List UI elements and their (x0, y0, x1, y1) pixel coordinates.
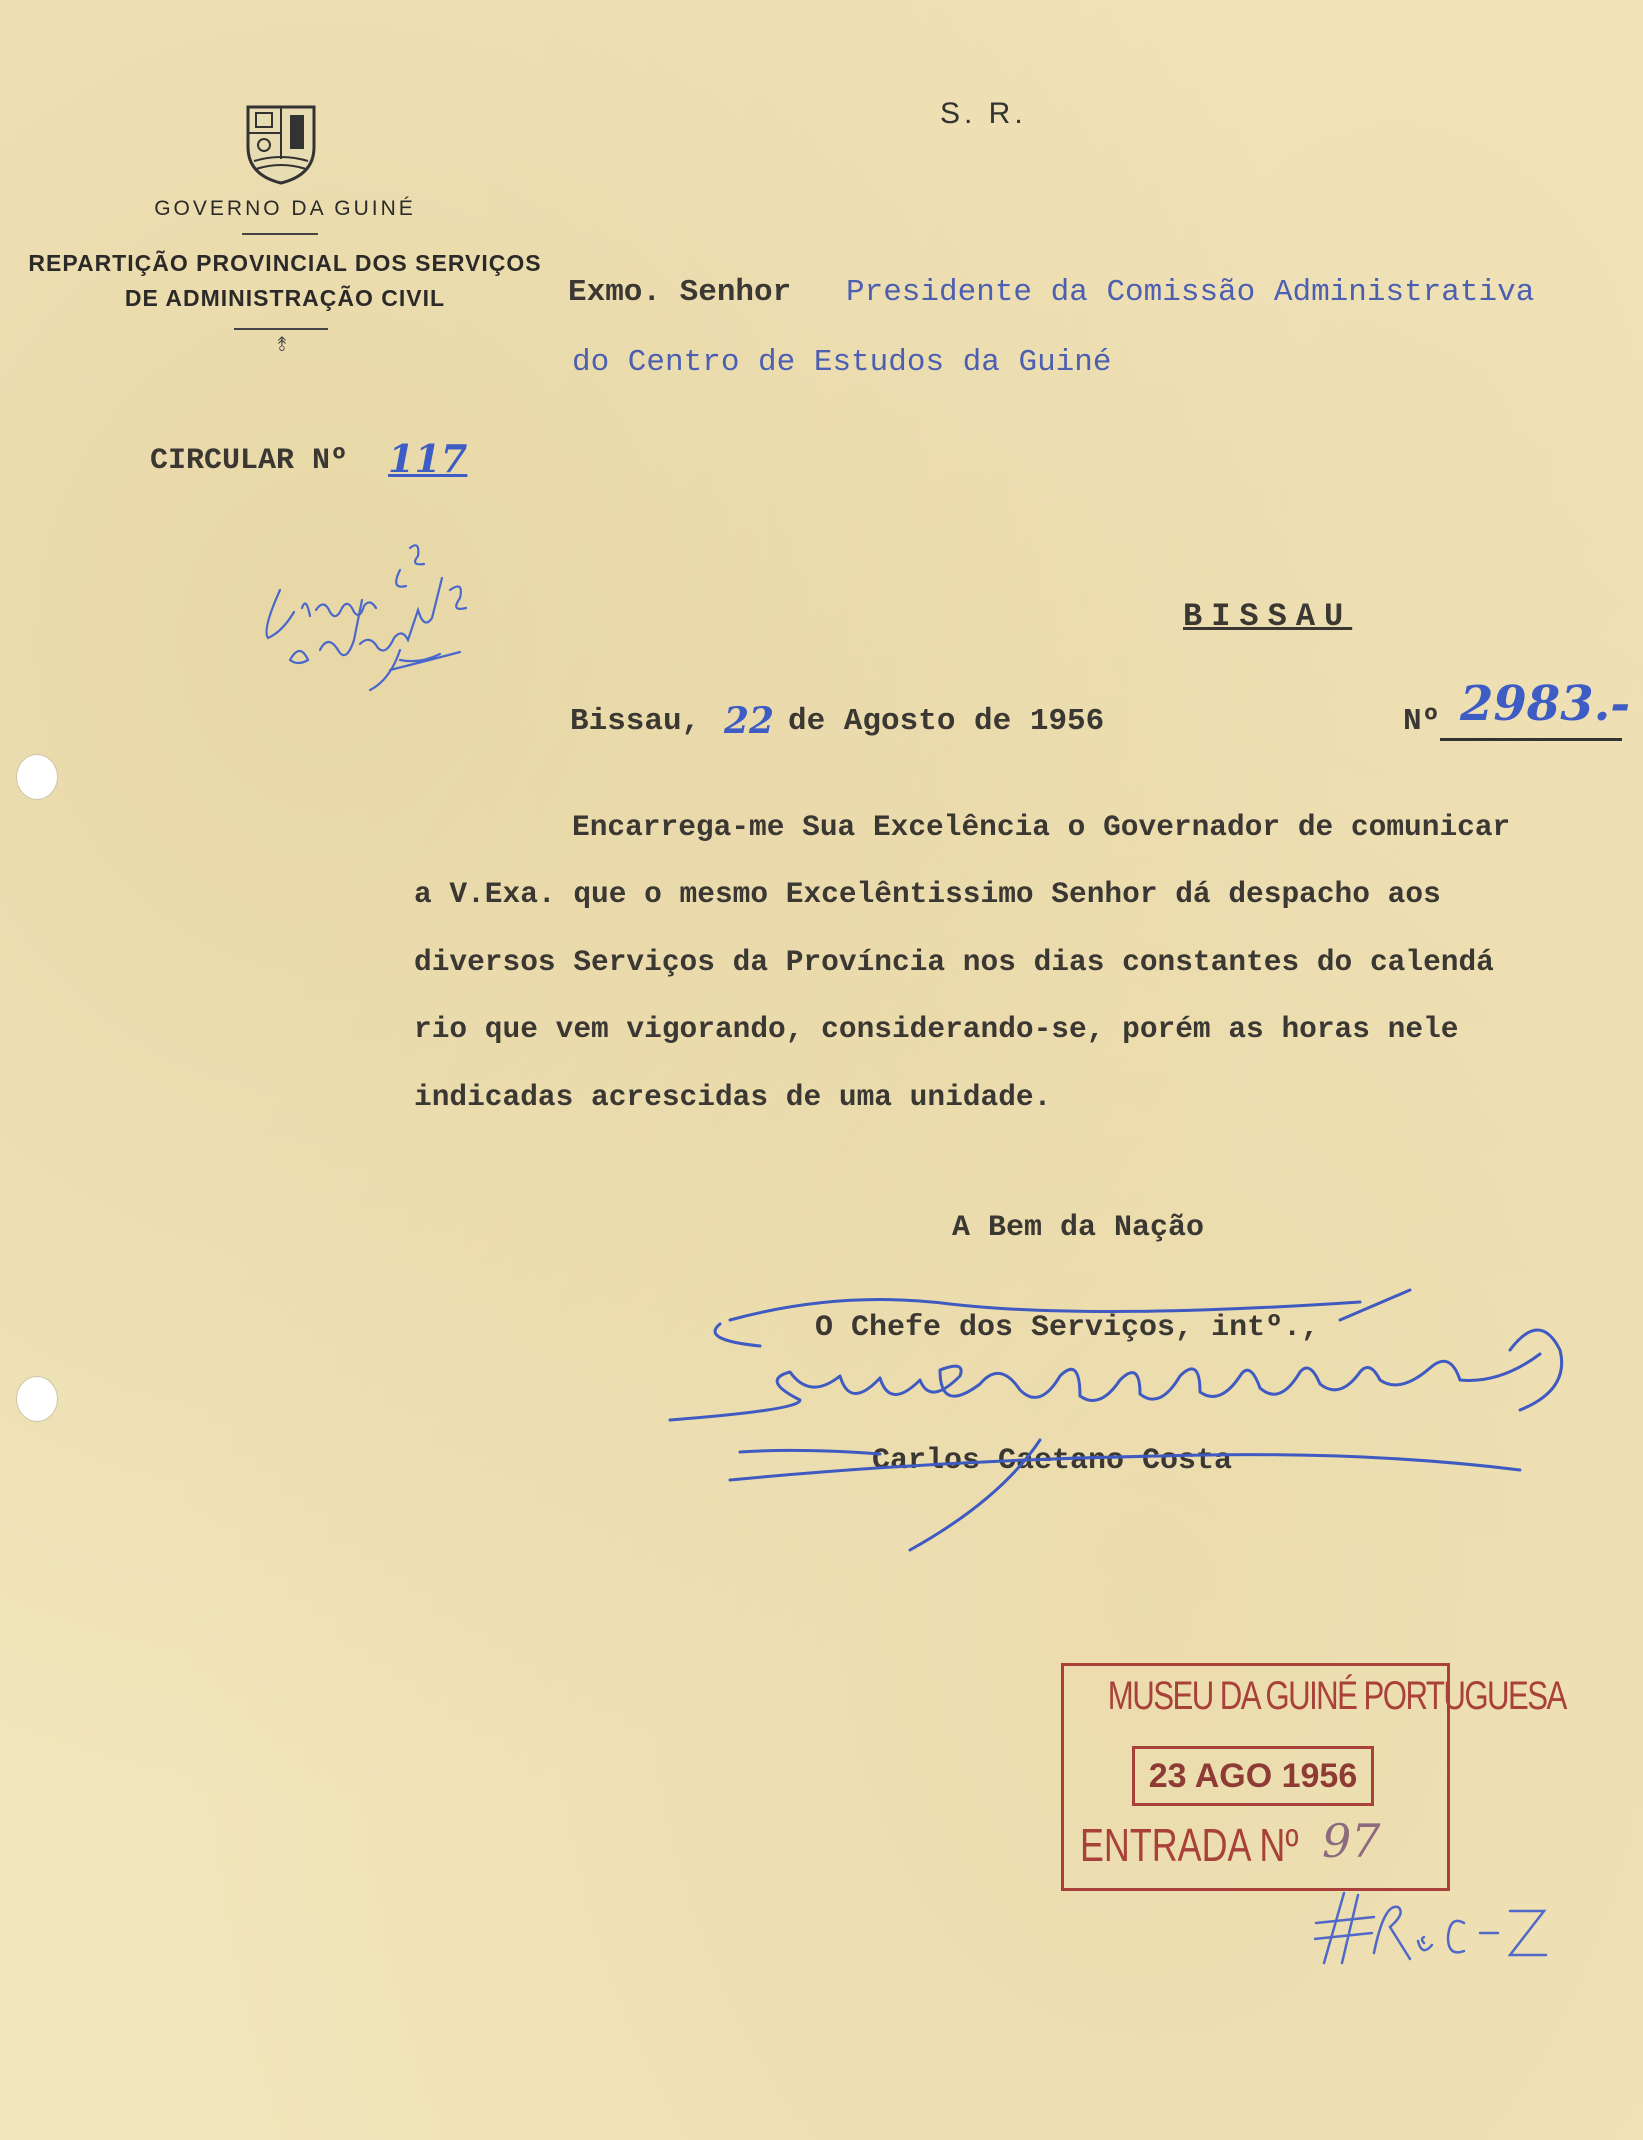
punch-hole (16, 1376, 58, 1422)
body-line: rio que vem vigorando, considerando-se, porém as horas nele (414, 1012, 1459, 1046)
stamp-date: 23 AGO 1956 (1148, 1757, 1358, 1795)
museum-entry-stamp (1061, 1663, 1566, 1891)
punch-hole (16, 754, 58, 800)
stamp-title: MUSEU DA GUINÉ PORTUGUESA (1107, 1674, 1566, 1718)
date-day: 22 (724, 700, 775, 742)
department-line-2: DE ADMINISTRAÇÃO CIVIL (124, 285, 446, 311)
stamp-entry-number: 97 (1322, 1814, 1381, 1868)
closing-phrase: A Bem da Nação (952, 1211, 1205, 1245)
date-month-year: de Agosto de 1956 (788, 704, 1105, 739)
classification-mark: S. R. (940, 97, 1027, 130)
signatory-name: Carlos Caetano Costa (872, 1444, 1233, 1478)
stamp-date-box (1132, 1746, 1374, 1806)
department-line-1: REPARTIÇÃO PROVINCIAL DOS SERVIÇOS (28, 250, 542, 276)
addressee-line-1: Presidente da Comissão Administrativa (846, 275, 1535, 310)
body-line: indicadas acrescidas de uma unidade. (414, 1080, 1052, 1114)
addressee-line-2: do Centro de Estudos da Guiné (572, 345, 1112, 380)
signature-icon (640, 1280, 1580, 1580)
body-line: diversos Serviços da Província nos dias constantes do calendá (414, 945, 1494, 979)
reference-number-label: Nº (1403, 704, 1441, 739)
salutation: Exmo. Senhor (568, 275, 792, 310)
circular-label: CIRCULAR Nº (150, 444, 349, 478)
handwritten-annotation-icon (250, 520, 550, 700)
handwritten-annotation-icon (1314, 1883, 1574, 1973)
circular-number: 117 (388, 436, 468, 481)
government-name: GOVERNO DA GUINÉ (154, 197, 416, 220)
number-underline (1440, 738, 1622, 741)
divider (242, 233, 318, 235)
coat-of-arms-icon (244, 103, 318, 185)
divider (234, 328, 328, 330)
anchor-mark-icon: ⥉ (277, 335, 287, 358)
body-line: a V.Exa. que o mesmo Excelêntissimo Senhor dá despacho aos (414, 877, 1441, 911)
reference-number: 2983.- (1460, 676, 1631, 732)
place-heading: BISSAU (1183, 598, 1353, 635)
signatory-role: O Chefe dos Serviços, intº., (815, 1311, 1320, 1345)
stamp-entry-label: ENTRADA Nº (1080, 1819, 1299, 1871)
body-line: Encarrega-me Sua Excelência o Governador de comunicar (572, 810, 1511, 844)
date-prefix: Bissau, (570, 704, 701, 739)
